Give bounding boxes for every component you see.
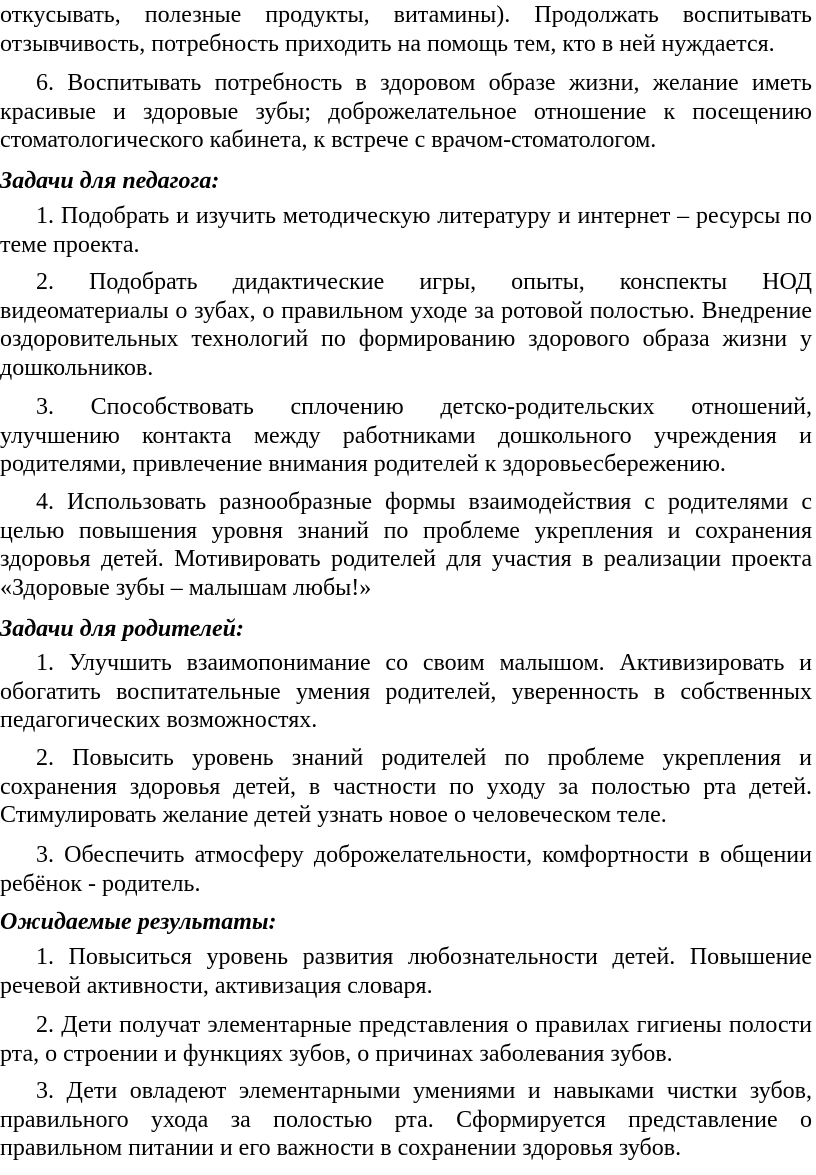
teacher-task-2: 2. Подобрать дидактические игры, опыты, конспекты НОД видеоматериалы о зубах, о правильном уходе за ротовой полостью. Внедрение оздоровительных технологий по формированию здорового образа жизни у дошкольников.: [0, 269, 812, 381]
paragraph-intro-continued: откусывать, полезные продукты, витамины). Продолжать воспитывать отзывчивость, потребность приходить на помощь тем, кто в ней нуждается.: [0, 2, 812, 57]
parent-task-1: 1. Улучшить взаимопонимание со своим малышом. Активизировать и обогатить воспитательные умения родителей, уверенность в собственных педагогических возможностях.: [0, 650, 812, 734]
teacher-task-4: 4. Использовать разнообразные формы взаимодействия с родителями с целью повышения уровня знаний по проблеме укрепления и сохранения здоровья детей. Мотивировать родителей для участия в реализации проекта «Здоровые зубы – малышам любы!»: [0, 489, 812, 601]
heading-teacher-tasks: Задачи для педагога:: [0, 168, 220, 194]
teacher-task-3: 3. Способствовать сплочению детско-родительских отношений, улучшению контакта между работниками дошкольного учреждения и родителями, привлечение внимания родителей к здоровьесбережению.: [0, 394, 812, 478]
result-2: 2. Дети получат элементарные представления о правилах гигиены полости рта, о строении и функциях зубов, о причинах заболевания зубов.: [0, 1012, 812, 1067]
result-3: 3. Дети овладеют элементарными умениями и навыками чистки зубов, правильного ухода за полостью рта. Сформируется представление о правильном питании и его важности в сохранении здоровья зубов.: [0, 1078, 812, 1162]
parent-task-2: 2. Повысить уровень знаний родителей по проблеме укрепления и сохранения здоровья детей, в частности по уходу за полостью рта детей. Стимулировать желание детей узнать новое о человеческом теле.: [0, 745, 812, 829]
parent-task-3: 3. Обеспечить атмосферу доброжелательности, комфортности в общении ребёнок - родитель.: [0, 842, 812, 897]
heading-parent-tasks: Задачи для родителей:: [0, 616, 244, 642]
paragraph-intro-6: 6. Воспитывать потребность в здоровом образе жизни, желание иметь красивые и здоровые зубы; доброжелательное отношение к посещению стоматологического кабинета, к встрече с врачом-стоматологом.: [0, 70, 812, 154]
result-1: 1. Повыситься уровень развития любознательности детей. Повышение речевой активности, активизация словаря.: [0, 944, 812, 999]
teacher-task-1: 1. Подобрать и изучить методическую литературу и интернет – ресурсы по теме проекта.: [0, 203, 812, 258]
heading-expected-results: Ожидаемые результаты:: [0, 909, 277, 935]
